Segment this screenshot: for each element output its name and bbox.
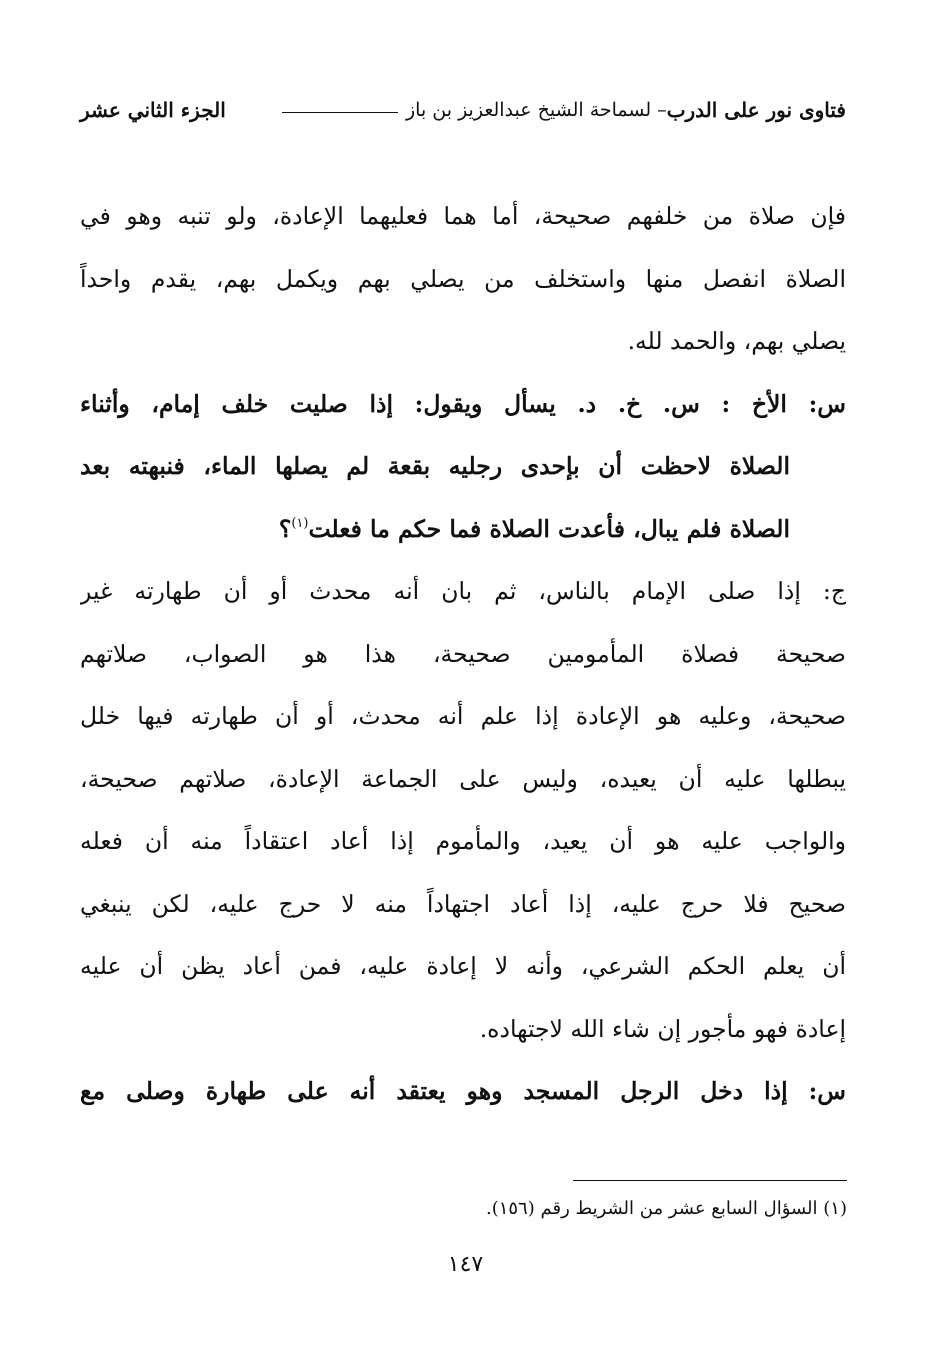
answer-line: الصلاة انفصل منها واستخلف من يصلي بهم ويكمل بهم، يقدم واحداً	[80, 264, 846, 293]
footnote-rule	[573, 1180, 847, 1181]
answer-line: أن يعلم الحكم الشرعي، وأنه لا إعادة عليه، فمن أعاد يظن أن عليه	[80, 952, 846, 980]
answer-line: صحيح فلا حرج عليه، إذا أعاد اجتهاداً منه لا حرج عليه، لكن ينبغي	[80, 889, 846, 918]
footnote: (١) السؤال السابع عشر من الشريط رقم (١٥٦).	[485, 1198, 847, 1219]
header-book-title: فتاوى نور على الدرب	[666, 98, 846, 122]
question-line: س: إذا دخل الرجل المسجد وهو يعتقد أنه على طهارة وصلى مع	[80, 1077, 846, 1105]
question-line: س: الأخ : س. خ. د. يسأل ويقول: إذا صليت خلف إمام، وأثناء	[80, 389, 846, 418]
question-line	[80, 498, 846, 561]
question-mark: ؟	[278, 514, 292, 543]
footnote-marker: (١)	[291, 515, 309, 531]
answer-line: ج: إذا صلى الإمام بالناس، ثم بان أنه محدث أو أن طهارته غير	[80, 577, 846, 605]
header-rule	[282, 112, 398, 113]
running-header	[80, 94, 846, 126]
answer-line: فإن صلاة من خلفهم صحيحة، أما هما فعليهما الإعادة، ولو تنبه وهو في	[80, 202, 846, 230]
answer-line: والواجب عليه هو أن يعيد، والمأموم إذا أعاد اعتقاداً منه أن فعله	[80, 827, 846, 855]
answer-line: يبطلها عليه أن يعيده، وليس على الجماعة الإعادة، صلاتهم صحيحة،	[80, 764, 846, 793]
answer-line: صحيحة فصلاة المأمومين صحيحة، هذا هو الصواب، صلاتهم	[80, 639, 846, 668]
header-author: – لسماحة الشيخ عبدالعزيز بن باز	[405, 99, 667, 121]
header-title-group	[274, 98, 846, 122]
question-line: الصلاة لاحظت أن بإحدى رجليه بقعة لم يصلها الماء، فنبهته بعد	[80, 452, 790, 480]
question-text: الصلاة فلم يبال، فأعدت الصلاة فما حكم ما فعلت	[308, 514, 790, 543]
answer-line: صحيحة، وعليه هو الإعادة إذا علم أنه محدث، أو أن طهارته فيها خلل	[80, 702, 846, 730]
answer-line: إعادة فهو مأجور إن شاء الله لاجتهاده.	[479, 1014, 846, 1043]
page-number: ١٤٧	[447, 1252, 484, 1277]
answer-line: يصلي بهم، والحمد لله.	[627, 327, 846, 355]
header-part: الجزء الثاني عشر	[80, 98, 226, 122]
body-text	[80, 185, 846, 1123]
